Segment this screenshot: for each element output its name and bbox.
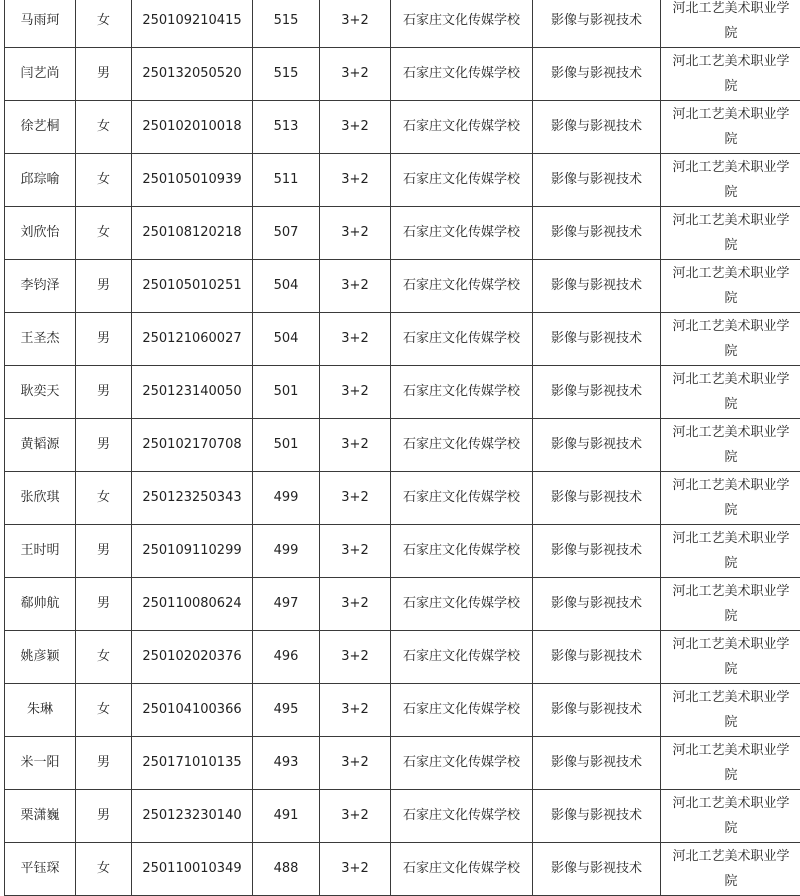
major-cell: 影像与影视技术 bbox=[533, 737, 661, 790]
secondary-school-cell: 石家庄文化传媒学校 bbox=[391, 101, 533, 154]
gender-cell: 女 bbox=[76, 0, 132, 48]
student-name-cell: 姚彦颖 bbox=[5, 631, 76, 684]
exam-number-cell: 250105010939 bbox=[132, 154, 253, 207]
gender-cell: 女 bbox=[76, 684, 132, 737]
table-row bbox=[5, 737, 800, 790]
student-name-cell: 徐艺桐 bbox=[5, 101, 76, 154]
college-cell: 河北工艺美术职业学院 bbox=[661, 101, 800, 154]
college-cell: 河北工艺美术职业学院 bbox=[661, 684, 800, 737]
major-cell: 影像与影视技术 bbox=[533, 472, 661, 525]
exam-number-cell: 250132050520 bbox=[132, 48, 253, 101]
gender-cell: 男 bbox=[76, 419, 132, 472]
secondary-school-cell: 石家庄文化传媒学校 bbox=[391, 790, 533, 843]
secondary-school-cell: 石家庄文化传媒学校 bbox=[391, 525, 533, 578]
college-cell: 河北工艺美术职业学院 bbox=[661, 790, 800, 843]
college-cell: 河北工艺美术职业学院 bbox=[661, 48, 800, 101]
table-row bbox=[5, 207, 800, 260]
exam-number-cell: 250109210415 bbox=[132, 0, 253, 48]
college-cell: 河北工艺美术职业学院 bbox=[661, 207, 800, 260]
secondary-school-cell: 石家庄文化传媒学校 bbox=[391, 154, 533, 207]
program-type-cell: 3+2 bbox=[320, 631, 391, 684]
student-name-cell: 王时明 bbox=[5, 525, 76, 578]
secondary-school-cell: 石家庄文化传媒学校 bbox=[391, 207, 533, 260]
gender-cell: 男 bbox=[76, 260, 132, 313]
student-name-cell: 朱琳 bbox=[5, 684, 76, 737]
secondary-school-cell: 石家庄文化传媒学校 bbox=[391, 260, 533, 313]
program-type-cell: 3+2 bbox=[320, 154, 391, 207]
student-name-cell: 米一阳 bbox=[5, 737, 76, 790]
program-type-cell: 3+2 bbox=[320, 737, 391, 790]
table-row bbox=[5, 790, 800, 843]
gender-cell: 男 bbox=[76, 366, 132, 419]
college-cell: 河北工艺美术职业学院 bbox=[661, 631, 800, 684]
college-cell: 河北工艺美术职业学院 bbox=[661, 313, 800, 366]
student-name-cell: 栗潇巍 bbox=[5, 790, 76, 843]
table-row bbox=[5, 684, 800, 737]
program-type-cell: 3+2 bbox=[320, 366, 391, 419]
gender-cell: 女 bbox=[76, 154, 132, 207]
college-cell: 河北工艺美术职业学院 bbox=[661, 843, 800, 896]
score-cell: 515 bbox=[253, 0, 320, 48]
exam-number-cell: 250102010018 bbox=[132, 101, 253, 154]
student-name-cell: 闫艺尚 bbox=[5, 48, 76, 101]
table-row bbox=[5, 525, 800, 578]
score-cell: 491 bbox=[253, 790, 320, 843]
secondary-school-cell: 石家庄文化传媒学校 bbox=[391, 313, 533, 366]
college-cell: 河北工艺美术职业学院 bbox=[661, 366, 800, 419]
table-row bbox=[5, 0, 800, 48]
program-type-cell: 3+2 bbox=[320, 0, 391, 48]
secondary-school-cell: 石家庄文化传媒学校 bbox=[391, 472, 533, 525]
exam-number-cell: 250104100366 bbox=[132, 684, 253, 737]
exam-number-cell: 250123140050 bbox=[132, 366, 253, 419]
major-cell: 影像与影视技术 bbox=[533, 790, 661, 843]
student-name-cell: 马雨珂 bbox=[5, 0, 76, 48]
exam-number-cell: 250110080624 bbox=[132, 578, 253, 631]
exam-number-cell: 250121060027 bbox=[132, 313, 253, 366]
major-cell: 影像与影视技术 bbox=[533, 631, 661, 684]
major-cell: 影像与影视技术 bbox=[533, 419, 661, 472]
student-name-cell: 黄韬源 bbox=[5, 419, 76, 472]
secondary-school-cell: 石家庄文化传媒学校 bbox=[391, 0, 533, 48]
secondary-school-cell: 石家庄文化传媒学校 bbox=[391, 48, 533, 101]
table-row bbox=[5, 843, 800, 896]
score-cell: 495 bbox=[253, 684, 320, 737]
score-cell: 499 bbox=[253, 472, 320, 525]
gender-cell: 男 bbox=[76, 578, 132, 631]
table-row bbox=[5, 419, 800, 472]
secondary-school-cell: 石家庄文化传媒学校 bbox=[391, 366, 533, 419]
major-cell: 影像与影视技术 bbox=[533, 313, 661, 366]
major-cell: 影像与影视技术 bbox=[533, 578, 661, 631]
program-type-cell: 3+2 bbox=[320, 790, 391, 843]
score-cell: 515 bbox=[253, 48, 320, 101]
score-cell: 504 bbox=[253, 260, 320, 313]
gender-cell: 男 bbox=[76, 790, 132, 843]
program-type-cell: 3+2 bbox=[320, 472, 391, 525]
college-cell: 河北工艺美术职业学院 bbox=[661, 0, 800, 48]
score-cell: 513 bbox=[253, 101, 320, 154]
major-cell: 影像与影视技术 bbox=[533, 48, 661, 101]
major-cell: 影像与影视技术 bbox=[533, 525, 661, 578]
major-cell: 影像与影视技术 bbox=[533, 154, 661, 207]
student-name-cell: 耿奕天 bbox=[5, 366, 76, 419]
college-cell: 河北工艺美术职业学院 bbox=[661, 154, 800, 207]
score-cell: 496 bbox=[253, 631, 320, 684]
college-cell: 河北工艺美术职业学院 bbox=[661, 260, 800, 313]
secondary-school-cell: 石家庄文化传媒学校 bbox=[391, 419, 533, 472]
program-type-cell: 3+2 bbox=[320, 101, 391, 154]
exam-number-cell: 250105010251 bbox=[132, 260, 253, 313]
table-row bbox=[5, 154, 800, 207]
exam-number-cell: 250102170708 bbox=[132, 419, 253, 472]
table-row bbox=[5, 313, 800, 366]
major-cell: 影像与影视技术 bbox=[533, 260, 661, 313]
major-cell: 影像与影视技术 bbox=[533, 0, 661, 48]
college-cell: 河北工艺美术职业学院 bbox=[661, 525, 800, 578]
gender-cell: 男 bbox=[76, 48, 132, 101]
roster-body bbox=[5, 0, 800, 896]
table-row bbox=[5, 48, 800, 101]
score-cell: 497 bbox=[253, 578, 320, 631]
student-name-cell: 平钰琛 bbox=[5, 843, 76, 896]
score-cell: 488 bbox=[253, 843, 320, 896]
score-cell: 511 bbox=[253, 154, 320, 207]
student-name-cell: 张欣琪 bbox=[5, 472, 76, 525]
gender-cell: 女 bbox=[76, 631, 132, 684]
program-type-cell: 3+2 bbox=[320, 48, 391, 101]
admission-roster-table bbox=[4, 0, 800, 896]
score-cell: 493 bbox=[253, 737, 320, 790]
program-type-cell: 3+2 bbox=[320, 207, 391, 260]
gender-cell: 女 bbox=[76, 472, 132, 525]
table-row bbox=[5, 578, 800, 631]
exam-number-cell: 250102020376 bbox=[132, 631, 253, 684]
table-row bbox=[5, 101, 800, 154]
major-cell: 影像与影视技术 bbox=[533, 101, 661, 154]
program-type-cell: 3+2 bbox=[320, 525, 391, 578]
exam-number-cell: 250108120218 bbox=[132, 207, 253, 260]
gender-cell: 女 bbox=[76, 101, 132, 154]
program-type-cell: 3+2 bbox=[320, 684, 391, 737]
secondary-school-cell: 石家庄文化传媒学校 bbox=[391, 684, 533, 737]
program-type-cell: 3+2 bbox=[320, 419, 391, 472]
student-name-cell: 刘欣怡 bbox=[5, 207, 76, 260]
table-row bbox=[5, 260, 800, 313]
student-name-cell: 邱琮喻 bbox=[5, 154, 76, 207]
student-name-cell: 李钧泽 bbox=[5, 260, 76, 313]
table-row bbox=[5, 631, 800, 684]
major-cell: 影像与影视技术 bbox=[533, 843, 661, 896]
exam-number-cell: 250109110299 bbox=[132, 525, 253, 578]
program-type-cell: 3+2 bbox=[320, 260, 391, 313]
score-cell: 499 bbox=[253, 525, 320, 578]
exam-number-cell: 250123250343 bbox=[132, 472, 253, 525]
gender-cell: 女 bbox=[76, 843, 132, 896]
secondary-school-cell: 石家庄文化传媒学校 bbox=[391, 578, 533, 631]
program-type-cell: 3+2 bbox=[320, 578, 391, 631]
college-cell: 河北工艺美术职业学院 bbox=[661, 737, 800, 790]
secondary-school-cell: 石家庄文化传媒学校 bbox=[391, 631, 533, 684]
college-cell: 河北工艺美术职业学院 bbox=[661, 578, 800, 631]
secondary-school-cell: 石家庄文化传媒学校 bbox=[391, 843, 533, 896]
gender-cell: 男 bbox=[76, 525, 132, 578]
student-name-cell: 郗帅航 bbox=[5, 578, 76, 631]
program-type-cell: 3+2 bbox=[320, 843, 391, 896]
score-cell: 501 bbox=[253, 419, 320, 472]
score-cell: 507 bbox=[253, 207, 320, 260]
college-cell: 河北工艺美术职业学院 bbox=[661, 419, 800, 472]
exam-number-cell: 250171010135 bbox=[132, 737, 253, 790]
gender-cell: 男 bbox=[76, 737, 132, 790]
table-row bbox=[5, 472, 800, 525]
score-cell: 504 bbox=[253, 313, 320, 366]
gender-cell: 女 bbox=[76, 207, 132, 260]
exam-number-cell: 250110010349 bbox=[132, 843, 253, 896]
major-cell: 影像与影视技术 bbox=[533, 366, 661, 419]
score-cell: 501 bbox=[253, 366, 320, 419]
program-type-cell: 3+2 bbox=[320, 313, 391, 366]
secondary-school-cell: 石家庄文化传媒学校 bbox=[391, 737, 533, 790]
table-row bbox=[5, 366, 800, 419]
student-name-cell: 王圣杰 bbox=[5, 313, 76, 366]
college-cell: 河北工艺美术职业学院 bbox=[661, 472, 800, 525]
gender-cell: 男 bbox=[76, 313, 132, 366]
major-cell: 影像与影视技术 bbox=[533, 684, 661, 737]
exam-number-cell: 250123230140 bbox=[132, 790, 253, 843]
major-cell: 影像与影视技术 bbox=[533, 207, 661, 260]
